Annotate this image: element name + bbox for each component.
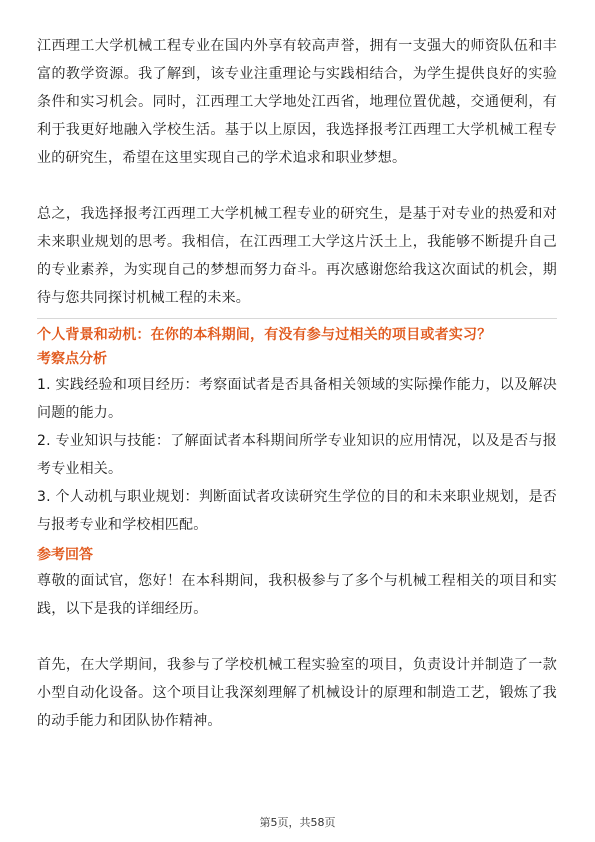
answer-paragraph-1: 尊敬的面试官，您好！在本科期间，我积极参与了多个与机械工程相关的项目和实践，以下是我的详细经历。 (37, 573, 557, 617)
analysis-heading: 考察点分析 (37, 351, 107, 367)
page-number-footer: 第5页，共58页 (259, 816, 336, 829)
paragraph-spacer (37, 623, 557, 651)
analysis-item-2: 2. 专业知识与技能：了解面试者本科期间所学专业知识的应用情况，以及是否与报考专业相关。 (37, 433, 557, 477)
analysis-item-1: 1. 实践经验和项目经历：考察面试者是否具备相关领域的实际操作能力，以及解决问题的能力。 (37, 377, 557, 421)
paragraph-spacer (37, 172, 557, 200)
answer-paragraph-2: 首先，在大学期间，我参与了学校机械工程实验室的项目，负责设计并制造了一款小型自动化设备。这个项目让我深刻理解了机械设计的原理和制造工艺，锻炼了我的动手能力和团队协作精神。 (37, 657, 557, 729)
intro-paragraph-1: 江西理工大学机械工程专业在国内外享有较高声誉，拥有一支强大的师资队伍和丰富的教学资源。我了解到，该专业注重理论与实践相结合，为学生提供良好的实验条件和实习机会。同时，江西理工大学地处江西省，地理位置优越，交通便利，有利于我更好地融入学校生活。基于以上原因，我选择报考江西理工大学机械工程专业的研究生，希望在这里实现自己的学术追求和职业梦想。 (37, 38, 557, 166)
analysis-item-3: 3. 个人动机与职业规划：判断面试者攻读研究生学位的目的和未来职业规划，是否与报考专业和学校相匹配。 (37, 489, 557, 533)
question-heading: 个人背景和动机：在你的本科期间，有没有参与过相关的项目或者实习？ (37, 327, 492, 343)
section-divider (37, 318, 557, 319)
page-content (37, 32, 557, 735)
intro-paragraph-2: 总之，我选择报考江西理工大学机械工程专业的研究生，是基于对专业的热爱和对未来职业规划的思考。我相信，在江西理工大学这片沃土上，我能够不断提升自己的专业素养，为实现自己的梦想而努力奋斗。再次感谢您给我这次面试的机会，期待与您共同探讨机械工程的未来。 (37, 206, 557, 306)
answer-heading: 参考回答 (37, 547, 93, 563)
